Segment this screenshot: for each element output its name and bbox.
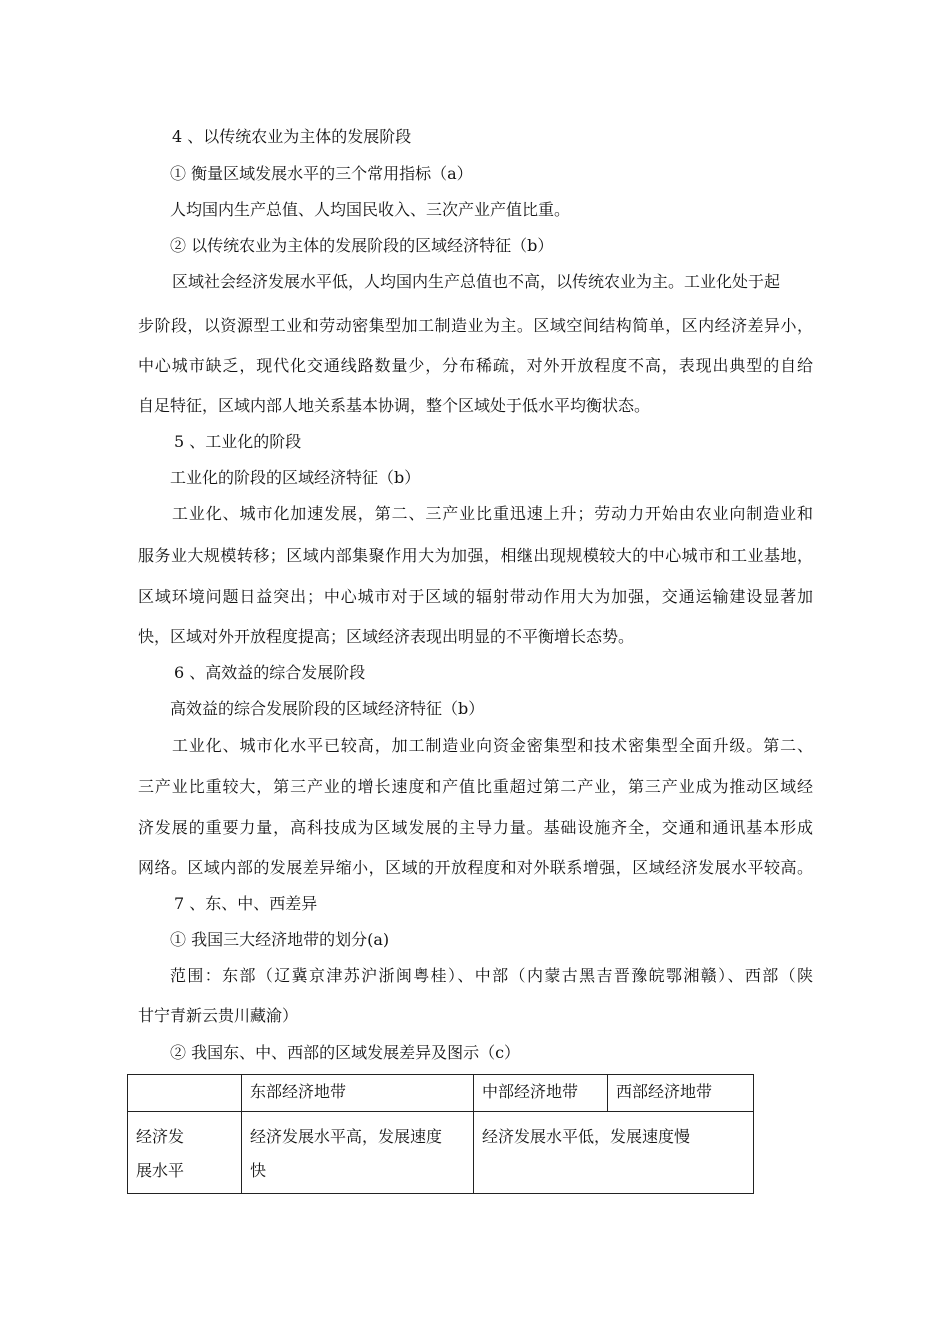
section-6-body-line: 三产业比重较大，第三产业的增长速度和产值比重超过第二产业，第三产业成为推动区域经 [138, 777, 813, 796]
regional-difference-table [127, 1074, 754, 1194]
table-cell-central-west: 经济发展水平低，发展速度慢 [474, 1112, 754, 1194]
table-row-label [128, 1112, 242, 1194]
table-cell-east [242, 1112, 474, 1194]
table-row [128, 1112, 754, 1194]
table-header-row [128, 1075, 754, 1112]
section-7-scope-line: 甘宁青新云贵川藏渝） [138, 1006, 299, 1025]
section-7-heading: 7 、东、中、西差异 [174, 894, 318, 913]
table-cell-east-line: 经济发展水平高，发展速度 [250, 1127, 443, 1146]
section-4-heading: 4 、以传统农业为主体的发展阶段 [172, 127, 412, 146]
section-4-subheading-1: ① 衡量区域发展水平的三个常用指标（a） [170, 164, 473, 183]
section-4-subheading-2: ② 以传统农业为主体的发展阶段的区域经济特征（b） [170, 236, 554, 255]
table-cell-east-line: 快 [250, 1161, 267, 1180]
table-header-east: 东部经济地带 [242, 1075, 474, 1112]
section-6-subheading: 高效益的综合发展阶段的区域经济特征（b） [170, 699, 485, 718]
section-6-heading: 6 、高效益的综合发展阶段 [174, 663, 366, 682]
section-5-body-line: 区域环境问题日益突出；中心城市对于区域的辐射带动作用大为加强，交通运输建设显著加 [138, 587, 813, 606]
section-5-heading: 5 、工业化的阶段 [174, 432, 302, 451]
section-6-body-line: 网络。区域内部的发展差异缩小，区域的开放程度和对外联系增强，区域经济发展水平较高。 [138, 858, 813, 877]
section-7-subheading-2: ② 我国东、中、西部的区域发展差异及图示（c） [170, 1043, 521, 1062]
table-row-label-line: 经济发 [136, 1127, 185, 1146]
section-4-body-line: 自足特征，区域内部人地关系基本协调，整个区域处于低水平均衡状态。 [138, 396, 651, 415]
table-header-west: 西部经济地带 [608, 1075, 754, 1112]
section-4-body-line: 步阶段，以资源型工业和劳动密集型加工制造业为主。区域空间结构简单，区内经济差异小， [138, 316, 813, 335]
section-5-body-line: 快，区域对外开放程度提高；区域经济表现出明显的不平衡增长态势。 [138, 627, 635, 646]
section-7-subheading-1: ① 我国三大经济地带的划分(a) [170, 930, 390, 949]
table-row-label-line: 展水平 [136, 1161, 185, 1180]
section-5-body-line: 服务业大规模转移；区域内部集聚作用大为加强，相继出现规模较大的中心城市和工业基地， [138, 546, 813, 565]
section-6-body-line: 济发展的重要力量，高科技成为区域发展的主导力量。基础设施齐全，交通和通讯基本形成 [138, 818, 813, 837]
section-6-body-line: 工业化、城市化水平已较高，加工制造业向资金密集型和技术密集型全面升级。第二、 [172, 736, 813, 755]
table-header-empty [128, 1075, 242, 1112]
section-4-indicators-text: 人均国内生产总值、人均国民收入、三次产业产值比重。 [170, 200, 571, 219]
section-7-scope-line: 范围：东部（辽冀京津苏沪浙闽粤桂）、中部（内蒙古黑吉晋豫皖鄂湘赣）、西部（陕 [170, 966, 813, 985]
section-4-body-line: 区域社会经济发展水平低，人均国内生产总值也不高，以传统农业为主。工业化处于起 [172, 272, 781, 291]
section-5-body-line: 工业化、城市化加速发展，第二、三产业比重迅速上升；劳动力开始由农业向制造业和 [172, 504, 813, 523]
table-header-central: 中部经济地带 [474, 1075, 608, 1112]
section-4-body-line: 中心城市缺乏，现代化交通线路数量少，分布稀疏，对外开放程度不高，表现出典型的自给 [138, 356, 813, 375]
section-5-subheading: 工业化的阶段的区域经济特征（b） [170, 468, 421, 487]
